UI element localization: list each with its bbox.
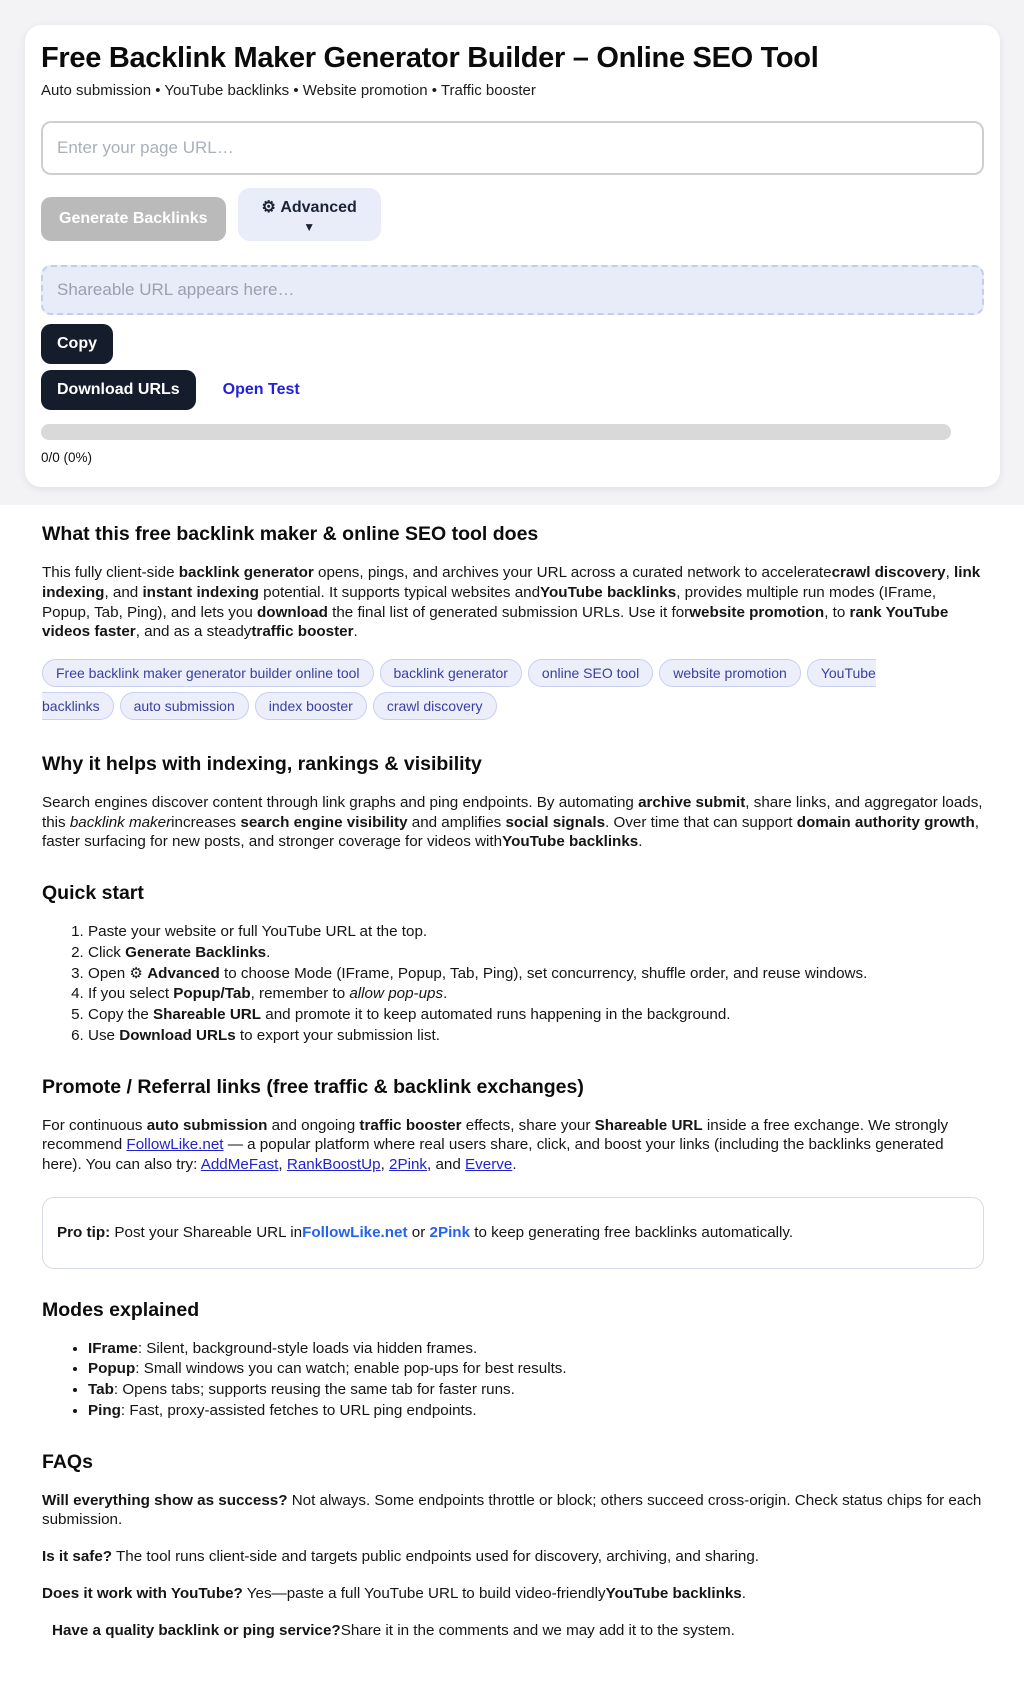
open-test-link[interactable]: Open Test [222, 381, 300, 398]
modes-list [42, 1339, 984, 1421]
quickstart-list [42, 922, 984, 1046]
keyword-chip: backlink generator [380, 659, 522, 687]
keyword-chip: Free backlink maker generator builder online tool [42, 659, 374, 687]
pro-tip-text: Pro tip: Post your Shareable URL inFollowLike.net or 2Pink to keep generating free backlinks automatically. [57, 1223, 794, 1241]
mode-item: • IFrame: Silent, background-style loads via hidden frames. [88, 1339, 984, 1359]
section-heading-what: What this free backlink maker & online SEO tool does [42, 523, 539, 545]
generate-backlinks-button[interactable]: Generate Backlinks [41, 197, 226, 241]
quickstart-step: 4. If you select Popup/Tab, remember to allow pop-ups. [88, 984, 984, 1004]
faq-item: Will everything show as success? Not always. Some endpoints throttle or block; others succeed cross-origin. Check status chips for each submission. [42, 1491, 982, 1529]
tool-card [25, 25, 1000, 487]
section-heading-why: Why it helps with indexing, rankings & visibility [42, 752, 482, 775]
quickstart-step: 2. Click Generate Backlinks. [88, 943, 984, 963]
section-heading-quickstart: Quick start [42, 882, 144, 905]
keyword-chip: auto submission [120, 692, 249, 720]
why-paragraph: Search engines discover content through link graphs and ping endpoints. By automating archive submit, share links, and aggregator loads, this backlink makerincreases search engine visibility and amplifies social signals. Over time that can support domain authority growth, faster surfacing for new posts, and stronger coverage for videos withYouTube backlinks. [42, 793, 983, 851]
faq-item: Does it work with YouTube? Yes—paste a full YouTube URL to build video-friendlyYouTube backlinks. [42, 1584, 746, 1602]
progress-text: 0/0 (0%) [41, 450, 93, 465]
rankboostup-link[interactable]: RankBoostUp [286, 1156, 381, 1174]
quickstart-step: 5. Copy the Shareable URL and promote it to keep automated runs happening in the background. [88, 1005, 984, 1025]
advanced-label: ⚙ Advanced [261, 198, 357, 216]
progress-bar [41, 424, 951, 440]
section-heading-modes: Modes explained [42, 1298, 200, 1321]
faq-item: Is it safe? The tool runs client-side and targets public endpoints used for discovery, archiving, and sharing. [42, 1548, 760, 1566]
keyword-chip: crawl discovery [373, 692, 497, 720]
keyword-chip: website promotion [659, 659, 801, 687]
download-urls-button[interactable]: Download URLs [41, 370, 196, 410]
promote-paragraph: For continuous auto submission and ongoing traffic booster effects, share your Shareable URL inside a free exchange. We strongly recommend FollowLike.net — a popular platform where real users share, click, and boost your links (including the backlinks generated here). You can also try: AddMeFast, RankBoostUp, 2Pink, and Everve. [42, 1116, 949, 1174]
controls-row [41, 187, 984, 241]
page-title: Free Backlink Maker Generator Builder – Online SEO Tool [41, 42, 819, 74]
pro-tip-box [42, 1197, 984, 1269]
mode-item: • Tab: Opens tabs; supports reusing the same tab for faster runs. [88, 1380, 984, 1400]
quickstart-step: 3. Open ⚙ Advanced to choose Mode (IFrame, Popup, Tab, Ping), set concurrency, shuffle order, and reuse windows. [88, 964, 984, 984]
chevron-down-icon: ▼ [303, 219, 316, 234]
advanced-toggle[interactable] [238, 188, 381, 241]
addmefast-link[interactable]: AddMeFast [200, 1156, 279, 1174]
section-heading-faqs: FAQs [42, 1450, 93, 1473]
keyword-chip: YouTube backlinks [42, 659, 876, 720]
keyword-chip: index booster [255, 692, 367, 720]
faq-list [42, 1491, 984, 1604]
page-url-input[interactable] [41, 121, 984, 175]
gear-icon: ⚙ [261, 198, 276, 216]
followlike-link[interactable]: FollowLike.net [126, 1136, 224, 1154]
hero-section [0, 0, 1024, 505]
page-subtitle: Auto submission • YouTube backlinks • Website promotion • Traffic booster [41, 82, 536, 99]
shareable-url-input[interactable] [41, 265, 984, 315]
followlike-protip-link[interactable]: FollowLike.net [302, 1223, 408, 1241]
section-heading-promote: Promote / Referral links (free traffic & backlink exchanges) [42, 1075, 584, 1098]
2pink-protip-link[interactable]: 2Pink [429, 1223, 471, 1241]
mode-item: • Popup: Small windows you can watch; enable pop-ups for best results. [88, 1359, 984, 1379]
what-paragraph: This fully client-side backlink generator opens, pings, and archives your URL across a curated network to acceleratecrawl discovery, link indexing, and instant indexing potential. It supports typical websites andYouTube backlinks, provides multiple run modes (IFrame, Popup, Tab, Ping), and lets you download the final list of generated submission URLs. Use it forwebsite promotion, to rank YouTube videos faster, and as a steadytraffic booster. [42, 564, 981, 641]
keyword-chip: online SEO tool [528, 659, 653, 687]
quickstart-step: 1. Paste your website or full YouTube URL at the top. [88, 922, 984, 942]
mode-item: • Ping: Fast, proxy-assisted fetches to URL ping endpoints. [88, 1401, 984, 1421]
faq-note: Have a quality backlink or ping service?Share it in the comments and we may add it to the system. [52, 1621, 735, 1639]
quickstart-step: 6. Use Download URLs to export your submission list. [88, 1026, 984, 1046]
article-content [0, 523, 1024, 1700]
everve-link[interactable]: Everve [465, 1156, 513, 1174]
copy-button[interactable]: Copy [41, 324, 113, 364]
keyword-chips [42, 657, 984, 723]
2pink-link[interactable]: 2Pink [389, 1156, 428, 1174]
